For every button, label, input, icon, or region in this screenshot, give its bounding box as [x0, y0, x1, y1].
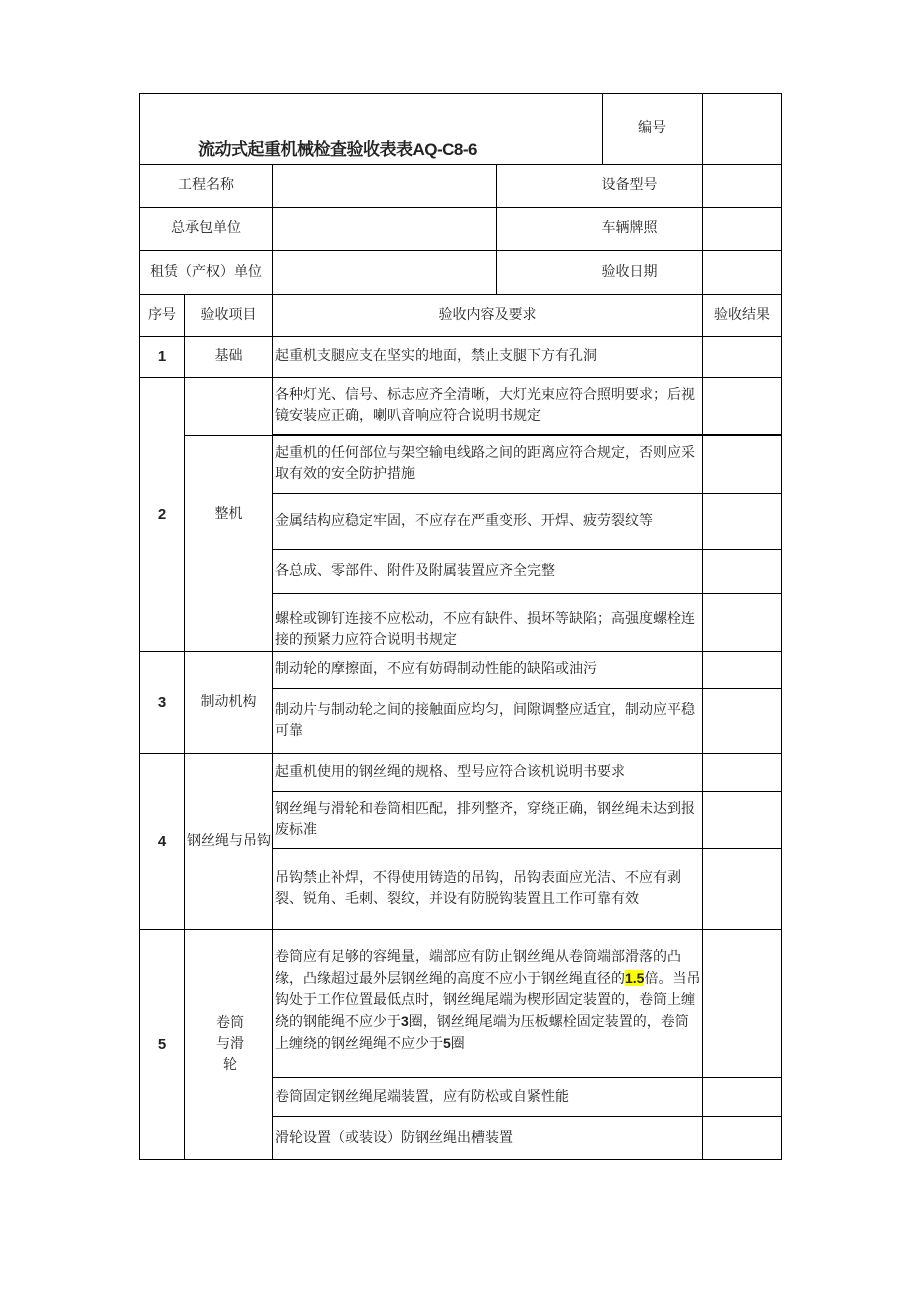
contractor-label: 总承包单位: [171, 220, 241, 236]
requirement-text: 起重机使用的钢丝绳的规格、型号应符合该机说明书要求: [275, 763, 625, 780]
requirement-part: 圈，钢丝绳尾端为压板螺栓固定装置的，卷筒上缠绕的钢丝绳绳不应少于: [275, 1014, 689, 1052]
section-name: 卷筒与滑轮: [216, 1014, 244, 1073]
diameter-ratio-value: 1.5: [625, 970, 645, 986]
result-field[interactable]: [703, 377, 781, 651]
section-name: 基础: [214, 348, 243, 364]
requirement-text: 卷筒固定钢丝绳尾端装置，应有防松或自紧性能: [275, 1088, 569, 1105]
requirement-part: 倍。当吊钩处于工作位置最低点时，钢丝绳尾端为楔形固定装置的，卷筒上缠绕的钢能绳不应少于: [275, 971, 701, 1030]
plate-field[interactable]: [703, 207, 781, 250]
requirement-text: 制动轮的摩擦面，不应有妨碍制动性能的缺陷或油污: [275, 661, 597, 677]
date-field[interactable]: [703, 250, 781, 294]
project-name-label: 工程名称: [178, 177, 234, 193]
result-field[interactable]: [703, 336, 781, 377]
requirement-text: 吊钩禁止补焊，不得使用铸造的吊钩，吊钩表面应光洁、不应有剥裂、锐角、毛刺、裂纹，并设有防脱钩装置且工作可靠有效: [275, 870, 681, 907]
requirement-text: 金属结构应稳定牢固，不应存在严重变形、开焊、疲劳裂纹等: [275, 513, 653, 529]
code-field[interactable]: [703, 94, 781, 164]
requirement-text: 各种灯光、信号、标志应齐全清晰，大灯光束应符合照明要求；后视镜安装应正确，喇叭音响应符合说明书规定: [275, 386, 695, 424]
col-header-content: 验收内容及要求: [438, 306, 537, 323]
model-label: 设备型号: [601, 177, 658, 193]
turns-clamp-value: 5: [443, 1035, 451, 1051]
date-label: 验收日期: [601, 263, 658, 280]
code-label: 编号: [638, 119, 666, 136]
section-seq: 2: [157, 505, 167, 523]
result-field[interactable]: [703, 651, 781, 753]
section-seq: 4: [157, 832, 167, 850]
section-seq: 3: [157, 693, 167, 711]
section-name: 钢丝绳与吊钩: [187, 832, 271, 849]
contractor-field[interactable]: [273, 207, 496, 250]
section-name: 制动机构: [200, 693, 257, 710]
col-header-seq: 序号: [148, 306, 176, 323]
turns-wedge-value: 3: [401, 1013, 409, 1029]
section-seq: 5: [157, 1035, 167, 1053]
inspection-form: [139, 93, 782, 1160]
requirement-text: 制动片与制动轮之间的接触面应均匀，间隙调整应适宜，制动应平稳可靠: [275, 702, 695, 739]
requirement-text: 钢丝绳与滑轮和卷筒相匹配，排列整齐，穿绕正确，钢丝绳未达到报废标准: [275, 801, 695, 838]
requirement-text: 螺栓或铆钉连接不应松动，不应有缺件、损坏等缺陷；高强度螺栓连接的预紧力应符合说明书规定: [275, 611, 695, 648]
project-name-field[interactable]: [273, 164, 496, 207]
lessor-label: 租赁（产权）单位: [150, 263, 262, 280]
plate-label: 车辆牌照: [601, 220, 658, 236]
requirement-text: 起重机支腿应支在坚实的地面，禁止支腿下方有孔洞: [275, 348, 597, 364]
section-seq: 1: [157, 348, 167, 365]
col-header-result: 验收结果: [714, 306, 770, 323]
result-field[interactable]: [703, 929, 781, 1159]
section-name: 整机: [214, 505, 243, 522]
col-header-item: 验收项目: [200, 306, 257, 323]
requirement-text: [273, 947, 702, 1073]
result-field[interactable]: [703, 753, 781, 929]
requirement-text: 滑轮设置（或装设）防钢丝绳出槽装置: [275, 1129, 513, 1146]
requirement-part: 卷筒应有足够的容绳量，端部应有防止钢丝绳从卷筒端部滑落的凸缘，凸缘超过最外层钢丝绳的高度不应小于钢丝绳直径的: [275, 949, 681, 987]
lessor-field[interactable]: [273, 250, 496, 294]
requirement-part: 圈: [450, 1036, 465, 1052]
form-title: 流动式起重机械检查验收表表AQ-C8-6: [198, 140, 478, 159]
requirement-text: 各总成、零部件、附件及附属装置应齐全完整: [275, 563, 555, 579]
requirement-text: 起重机的任何部位与架空输电线路之间的距离应符合规定，否则应采取有效的安全防护措施: [275, 445, 695, 482]
model-field[interactable]: [703, 164, 781, 207]
